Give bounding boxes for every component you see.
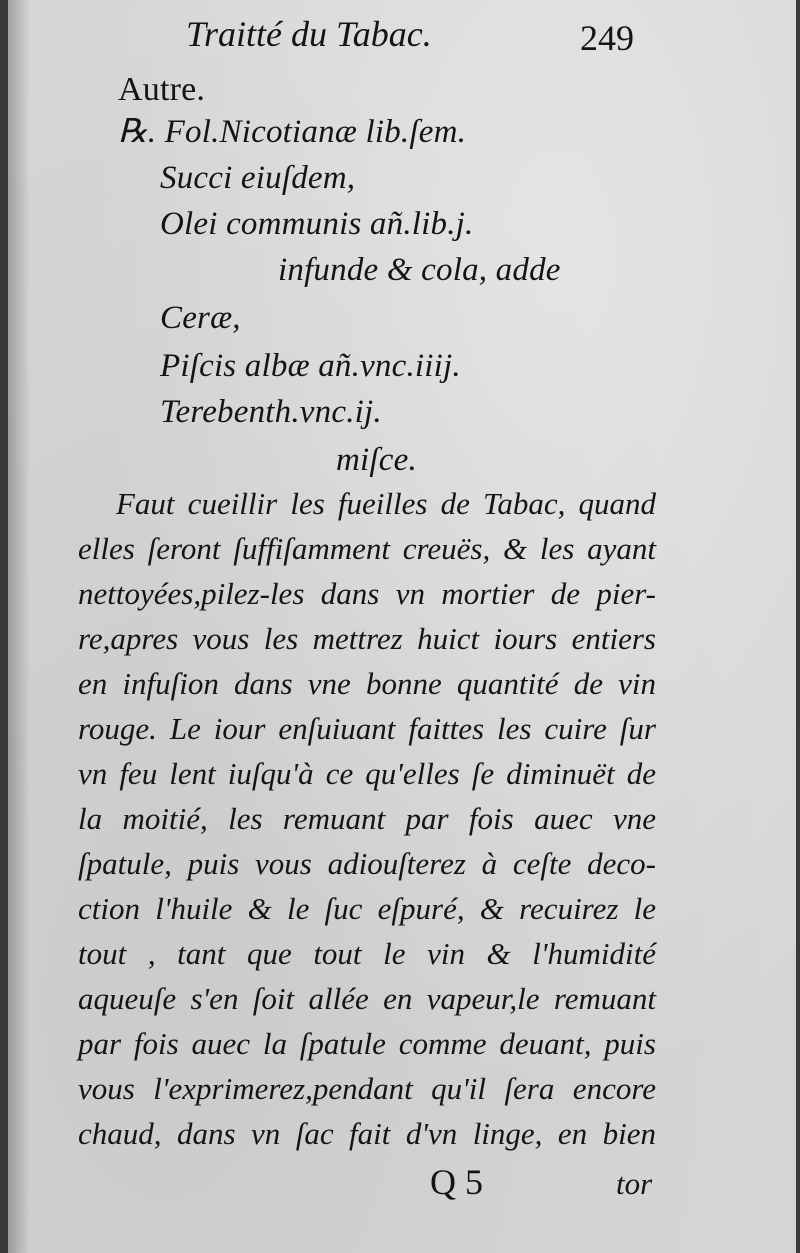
recipe-line: Ceræ,: [160, 300, 241, 336]
gutter-shadow: [8, 0, 30, 1253]
recipe-line: Piſcis albæ añ.vnc.iiij.: [160, 348, 461, 384]
recipe-line: miſce.: [336, 442, 417, 478]
signature-mark: Q 5: [430, 1162, 483, 1202]
body-line: par fois auec la ſpatule comme deuant, puis: [78, 1026, 656, 1061]
body-line: elles ſeront ſuffiſamment creuës, & les ayant: [78, 531, 656, 566]
recipe-heading: Autre.: [118, 71, 206, 108]
running-title: Traitté du Tabac.: [186, 14, 432, 54]
body-line: rouge. Le iour enſuiuant faittes les cuire ſur: [78, 711, 656, 746]
catchword: tor: [616, 1166, 653, 1201]
body-line: chaud, dans vn ſac fait d'vn linge, en bien: [78, 1116, 656, 1151]
body-line: ſpatule, puis vous adiouſterez à ceſte deco-: [78, 846, 656, 881]
body-line: Faut cueillir les fueilles de Tabac, quand: [116, 486, 656, 521]
recipe-line: Olei communis añ.lib.j.: [160, 206, 474, 242]
recipe-line: infunde & cola, adde: [278, 252, 561, 288]
body-line: vn feu lent iuſqu'à ce qu'elles ſe diminuët de: [78, 756, 656, 791]
body-line: vous l'exprimerez,pendant qu'il ſera encore: [78, 1071, 656, 1106]
book-page: [8, 0, 796, 1253]
recipe-line: Succi eiuſdem,: [160, 160, 356, 196]
body-line: nettoyées,pilez-les dans vn mortier de pier-: [78, 576, 656, 611]
body-line: la moitié, les remuant par fois auec vne: [78, 801, 656, 836]
recipe-line: Terebenth.vnc.ij.: [160, 394, 382, 430]
recipe-line: ℞. Fol.Nicotianæ lib.ſem.: [118, 114, 467, 150]
page-number: 249: [580, 18, 634, 58]
body-line: tout , tant que tout le vin & l'humidité: [78, 936, 656, 971]
body-line: re,apres vous les mettrez huict iours entiers: [78, 621, 656, 656]
body-line: aqueuſe s'en ſoit allée en vapeur,le remuant: [78, 981, 656, 1016]
body-line: en infuſion dans vne bonne quantité de vin: [78, 666, 656, 701]
body-line: ction l'huile & le ſuc eſpuré, & recuirez le: [78, 891, 656, 926]
